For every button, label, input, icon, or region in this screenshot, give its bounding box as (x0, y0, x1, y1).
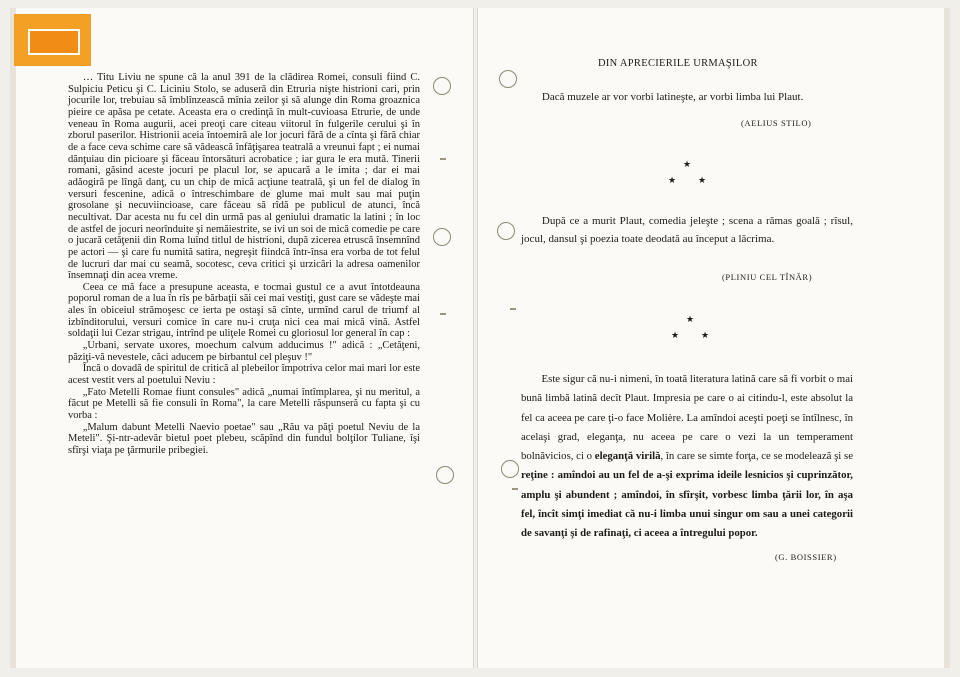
paragraph-satire: Ceea ce mă face a presupune aceasta, e tocmai gustul ce a avut întotdeauna poporul roman de a lua în rîs pe bărbaţii săi cei mai vestiţi, gust care se vădeşte mai ales în obiceiul strămoşesc ce ierta pe ostaşi să cînte, urmînd carul de triumf al izbînditorului, versuri comice în care nu-i cruţa nici cea mai mică vină. Astfel soldaţii lui Cezar strigau, intrînd pe uliţele Romei cu gloriosul lor general în cap : (68, 281, 420, 340)
star-icon: ★ (701, 330, 710, 340)
orange-marker-icon (14, 14, 91, 66)
quote-boissier-part1: Este sigur că nu-i nimeni, în toată literatura latină care să fi vorbit o mai bună limbă latină decît Plaut. Impresia pe care o ai citindu-l, este absolut la fel ca aceea pe care ţi-o face Molière. La amîndoi aceşti poeţi se întîlnesc, în acelaşi grad, eleganţa, nu aceea pe care o vezi la un temperament bolnăvicios, ci o (521, 373, 853, 463)
right-page-edge (944, 8, 950, 668)
author-aelius-stilo: (AELIUS STILO) (741, 118, 812, 128)
quote-boissier-text (521, 370, 853, 544)
punch-hole-icon (433, 228, 451, 246)
left-page-text (68, 72, 420, 457)
quote-boissier-bold1: eleganţă virilă (594, 450, 661, 463)
binding-mark (512, 488, 518, 490)
star-icon: ★ (686, 314, 695, 324)
quote-boissier-bold2: reţine : amîndoi au un fel de a-şi exprima ideile lesnicios şi cuprinzător, amplu şi abundent ; amîndoi, în sfîrşit, vorbesc limba ţării lor, în aşa fel, încît simţi imediat că nu-i limba unui singur om sau a unei categorii de savanţi şi de rafinaţi, ci aceea a întregului popor. (521, 469, 853, 540)
punch-hole-icon (436, 466, 454, 484)
punch-hole-icon (497, 222, 515, 240)
left-page-edge (10, 8, 16, 668)
punch-hole-icon (433, 77, 451, 95)
quote-urbani: „Urbani, servate uxores, moechum calvum adducimus !" adică : „Cetăţeni, păziţi-vă nevestele, căci aducem pe birbantul cel pleşuv !" (68, 340, 420, 363)
punch-hole-icon (499, 70, 517, 88)
quote-malum-dabunt: „Malum dabunt Metelli Naevio poetae" sau „Rău va păţi poetul Neviu de la Meteli". Şi-ntr-adevăr bietul poet plebeu, scăpînd din fundul bolţilor Tuliane, îşi sfîrşi viaţa pe ţărmurile pribegiei. (68, 421, 420, 456)
quote-aelius-stilo-text: Dacă muzele ar vor vorbi latineşte, ar vorbi limba lui Plaut. (541, 91, 804, 103)
star-icon: ★ (668, 175, 677, 185)
quote-fato-metelli: „Fato Metelli Romae fiunt consules" adică „numai întîmplarea, şi nu meritul, a făcut pe Metelli să fie consuli în Roma", la care Metelli răspunseră cu fapta şi cu vorba : (68, 386, 420, 422)
orange-marker-inner (28, 29, 80, 55)
quote-pliniu-text: După ce a murit Plaut, comedia jeleşte ; scena a rămas goală ; rîsul, jocul, dansul şi poezia toate deodată au început a lăcrima. (521, 215, 853, 245)
stars-separator-2 (671, 315, 715, 345)
quote-boissier-part2: , în care se simte forţa, ce se modelează şi se (660, 450, 854, 463)
author-pliniu: (PLINIU CEL TÎNĂR) (722, 272, 813, 282)
author-boissier: (G. BOISSIER) (775, 552, 837, 562)
stars-separator-1 (668, 160, 712, 190)
paragraph-livius: … Titu Liviu ne spune că la anul 391 de la clădirea Romei, consuli fiind C. Sulpiciu Peticu şi C. Liciniu Stolo, se aduseră din Etruria nişte histrioni cari, prin jocurile lor, trebuiau să îmblînzească mînia zeilor şi să alunge din Roma groaznica pieire ce apăsa pe cetate. Aceasta era o credinţă în mult-cuvioasa Etrurie, de unde veneau în Roma augurii, acei preoţi care citeau viitorul în fulgerile cerului şi în zborul paserilor. Histrionii aceia întoemiră ale lor jocuri fără de a cînta şi fără chiar de a face ceva schime care să vădească înfăţişarea teatrală a vreunui fapt ; ei numai dănţuiau din picioare şi făceau întorsături acrobatice ; iar gura le era mută. Tinerii romani, găsind aceste jocuri pe placul lor, se apucară a le imita ; dar ei mai adăogiră pe lîngă danţ, cu un chip de mică acţiune teatrală, şi un fel de dialog în versuri fescenine, adică o întreschimbare de glume mai mult sau mai puţin grosolane şi necuviincioase, care făceau să rîdă pe publicul de atunci, încă necultivat. Dar acesta nu fu cel din urmă pas al geniului dramatic la latini ; în loc de astfel de jocuri neorînduite şi nemăiestrite, se ivi un soi de mică comedie pe care o jucară cetăţenii din Roma luînd titlul de histrioni, după zicerea etruscă însemnînd pe actori — şi care fu numită satira, negreşit fiindcă într-însa era vorba de tot felul de lucruri dar mai cu seamă, socotesc, ceva critici şi urzicări la adresa oamenilor însemnaţi din acea vreme. (68, 72, 420, 282)
paragraph-neviu: Încă o dovadă de spiritul de critică al plebeilor împotriva celor mai mari lor este acest vestit vers al poetului Neviu : (68, 363, 420, 387)
binding-mark (510, 308, 516, 310)
star-icon: ★ (683, 159, 692, 169)
quote-aelius-stilo (521, 88, 853, 106)
star-icon: ★ (671, 330, 680, 340)
quote-pliniu (521, 212, 853, 248)
star-icon: ★ (698, 175, 707, 185)
quote-boissier (521, 370, 853, 544)
binding-mark (440, 158, 446, 160)
binding-mark (440, 313, 446, 315)
punch-hole-icon (501, 460, 519, 478)
page-title: DIN APRECIERILE URMAŞILOR (598, 58, 758, 69)
